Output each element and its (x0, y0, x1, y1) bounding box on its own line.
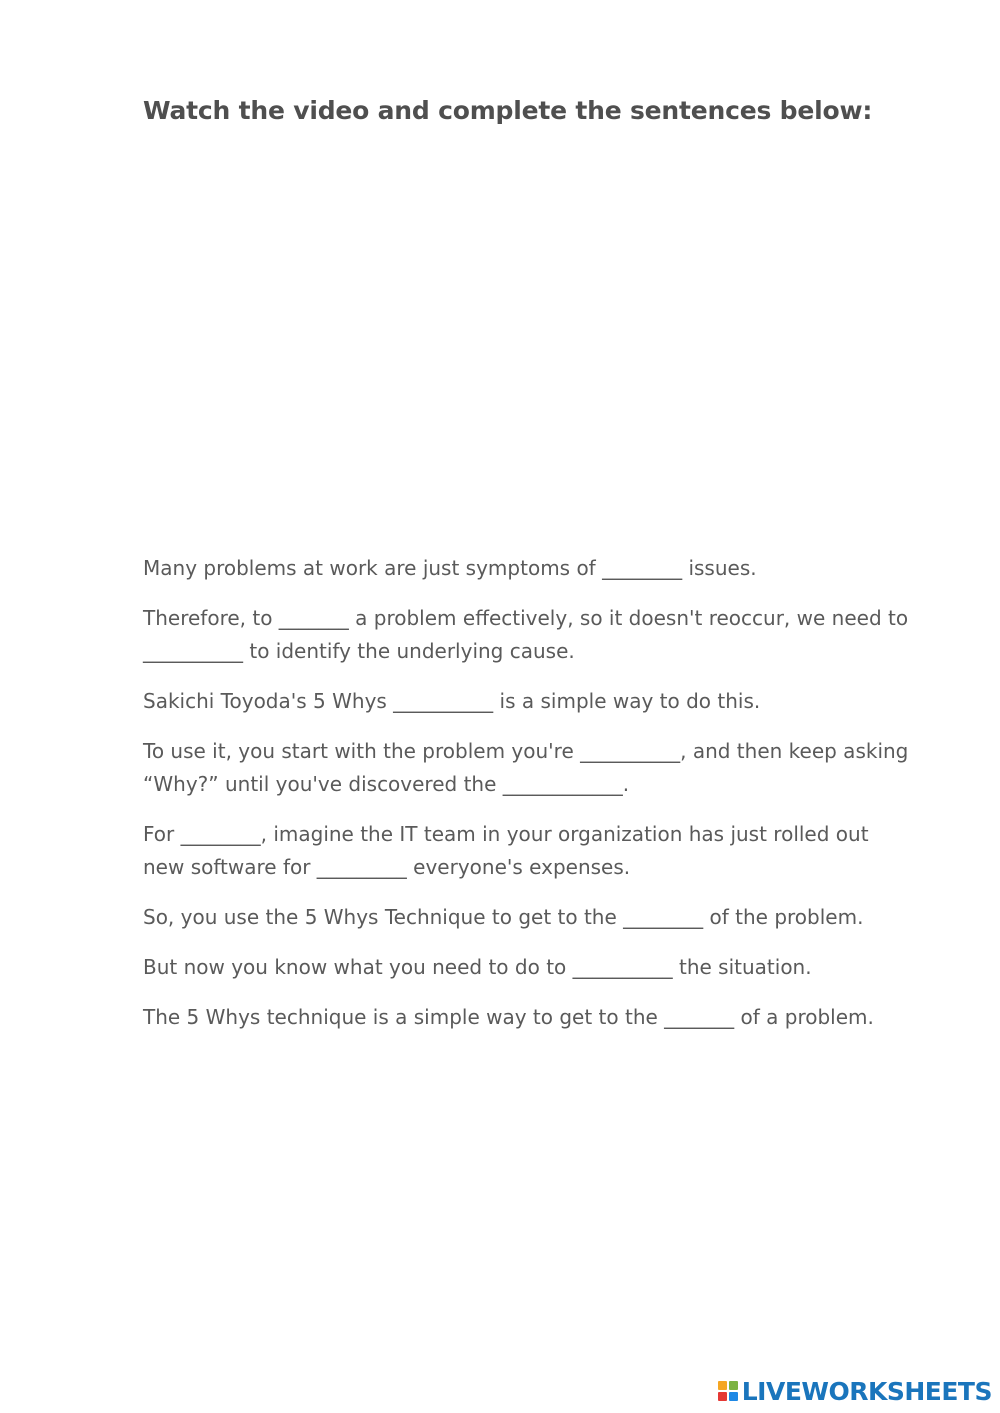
sentence-list (143, 552, 913, 1051)
sentence-4: To use it, you start with the problem you're __________, and then keep asking “Why?” until you've discovered the ____________. (143, 739, 909, 796)
sentence-3: Sakichi Toyoda's 5 Whys __________ is a simple way to do this. (143, 689, 761, 713)
logo-mark-icon (718, 1381, 738, 1401)
sentence-7: But now you know what you need to do to __________ the situation. (143, 955, 812, 979)
logo-square-2 (729, 1381, 738, 1390)
logo-square-3 (718, 1392, 727, 1401)
sentence-1: Many problems at work are just symptoms of ________ issues. (143, 556, 757, 580)
logo-square-1 (718, 1381, 727, 1390)
sentence-5: For ________, imagine the IT team in your organization has just rolled out new software for _________ everyone's expenses. (143, 822, 869, 879)
sentence-6: So, you use the 5 Whys Technique to get to the ________ of the problem. (143, 905, 864, 929)
video-placeholder (143, 160, 893, 520)
logo-square-4 (729, 1392, 738, 1401)
sentence-8: The 5 Whys technique is a simple way to get to the _______ of a problem. (143, 1005, 874, 1029)
liveworksheets-logo (718, 1375, 992, 1407)
sentence-2: Therefore, to _______ a problem effectively, so it doesn't reoccur, we need to __________ to identify the underlying cause. (143, 606, 909, 663)
page-title: Watch the video and complete the sentences below: (143, 96, 873, 125)
logo-text: LIVEWORKSHEETS (741, 1376, 992, 1406)
